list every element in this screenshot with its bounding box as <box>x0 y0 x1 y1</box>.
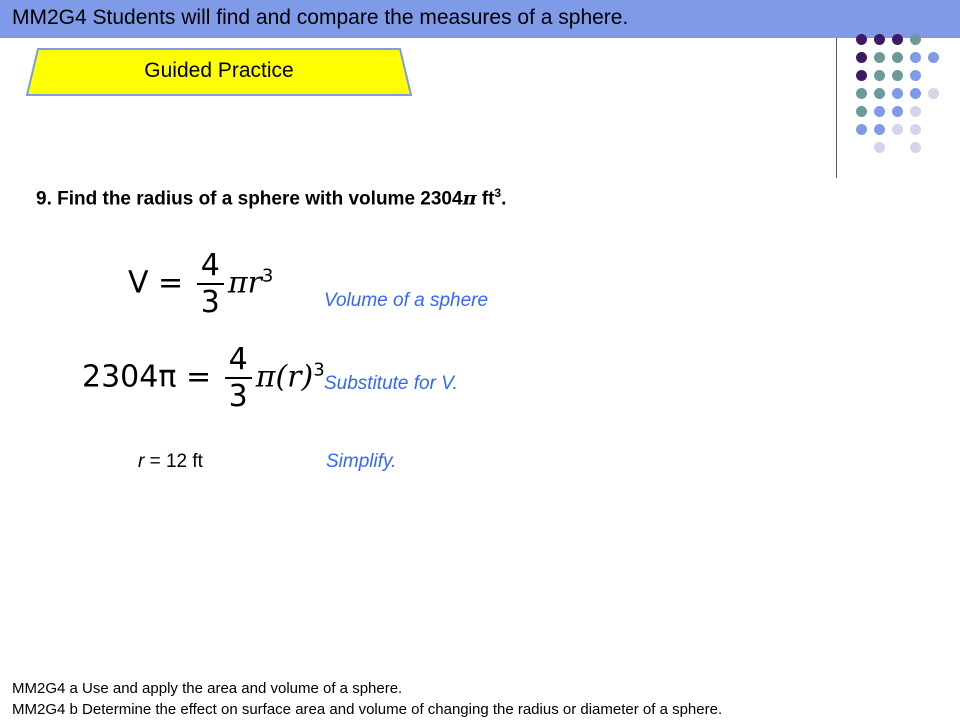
radius-result <box>138 451 203 473</box>
problem-exponent: 3 <box>494 186 502 200</box>
fraction-numerator: 4 <box>200 248 220 283</box>
decor-dot <box>910 106 921 117</box>
decorative-dot-grid <box>850 34 960 154</box>
fraction-denominator: 3 <box>200 285 220 320</box>
decor-dot <box>874 70 885 81</box>
decor-dot <box>910 142 921 153</box>
decor-dot <box>874 52 885 63</box>
decor-dot <box>874 142 885 153</box>
decor-dot <box>910 88 921 99</box>
problem-unit: ft <box>476 188 495 210</box>
decor-dot <box>856 52 867 63</box>
decor-dot <box>892 70 903 81</box>
decor-dot <box>910 124 921 135</box>
step-label-substitute: Substitute for V. <box>324 373 458 394</box>
fraction <box>197 248 224 320</box>
fraction-numerator: 4 <box>228 342 248 377</box>
result-value: = 12 ft <box>144 451 203 472</box>
volume-formula <box>128 248 273 320</box>
guided-practice-banner <box>26 48 412 96</box>
decor-dot <box>892 124 903 135</box>
fraction-denominator: 3 <box>228 379 248 414</box>
decor-dot <box>910 52 921 63</box>
decor-dot <box>928 88 939 99</box>
problem-statement <box>36 186 506 210</box>
standard-footnote-b: MM2G4 b Determine the effect on surface area and volume of changing the radius or diameter of a sphere. <box>12 701 723 718</box>
decor-dot <box>874 124 885 135</box>
decor-dot <box>874 88 885 99</box>
header-bar <box>0 0 960 38</box>
decor-dot <box>892 106 903 117</box>
decor-dot <box>910 70 921 81</box>
equation-exponent: 3 <box>313 359 325 381</box>
formula-exponent: 3 <box>261 265 274 287</box>
decor-dot <box>928 52 939 63</box>
pi-symbol: π <box>462 187 477 210</box>
decor-dot <box>856 88 867 99</box>
decor-dot <box>874 34 885 45</box>
fraction <box>225 342 252 414</box>
decor-dot <box>856 34 867 45</box>
result-variable: r <box>138 451 145 472</box>
equation-lhs: 2304π = <box>82 359 212 395</box>
decor-dot <box>856 124 867 135</box>
decor-dot <box>892 88 903 99</box>
decor-dot <box>856 106 867 117</box>
decor-dot <box>910 34 921 45</box>
decor-dot <box>874 106 885 117</box>
step-label-volume: Volume of a sphere <box>324 290 489 311</box>
step-label-simplify: Simplify. <box>326 451 397 472</box>
slide-standard-title: MM2G4 Students will find and compare the measures of a sphere. <box>12 6 629 29</box>
decor-dot <box>892 34 903 45</box>
decor-dot <box>892 52 903 63</box>
problem-lead: 9. Find the radius of a sphere with volume 2304 <box>36 188 463 210</box>
substituted-equation <box>82 342 325 414</box>
equation-rhs: π(r) <box>255 359 314 395</box>
banner-label: Guided Practice <box>144 59 294 82</box>
standard-footnote-a: MM2G4 a Use and apply the area and volume of a sphere. <box>12 680 403 697</box>
formula-rhs: πr <box>227 265 262 301</box>
decorative-divider <box>836 38 837 178</box>
decor-dot <box>856 70 867 81</box>
problem-end: . <box>501 188 507 210</box>
formula-lhs: V = <box>128 265 184 301</box>
